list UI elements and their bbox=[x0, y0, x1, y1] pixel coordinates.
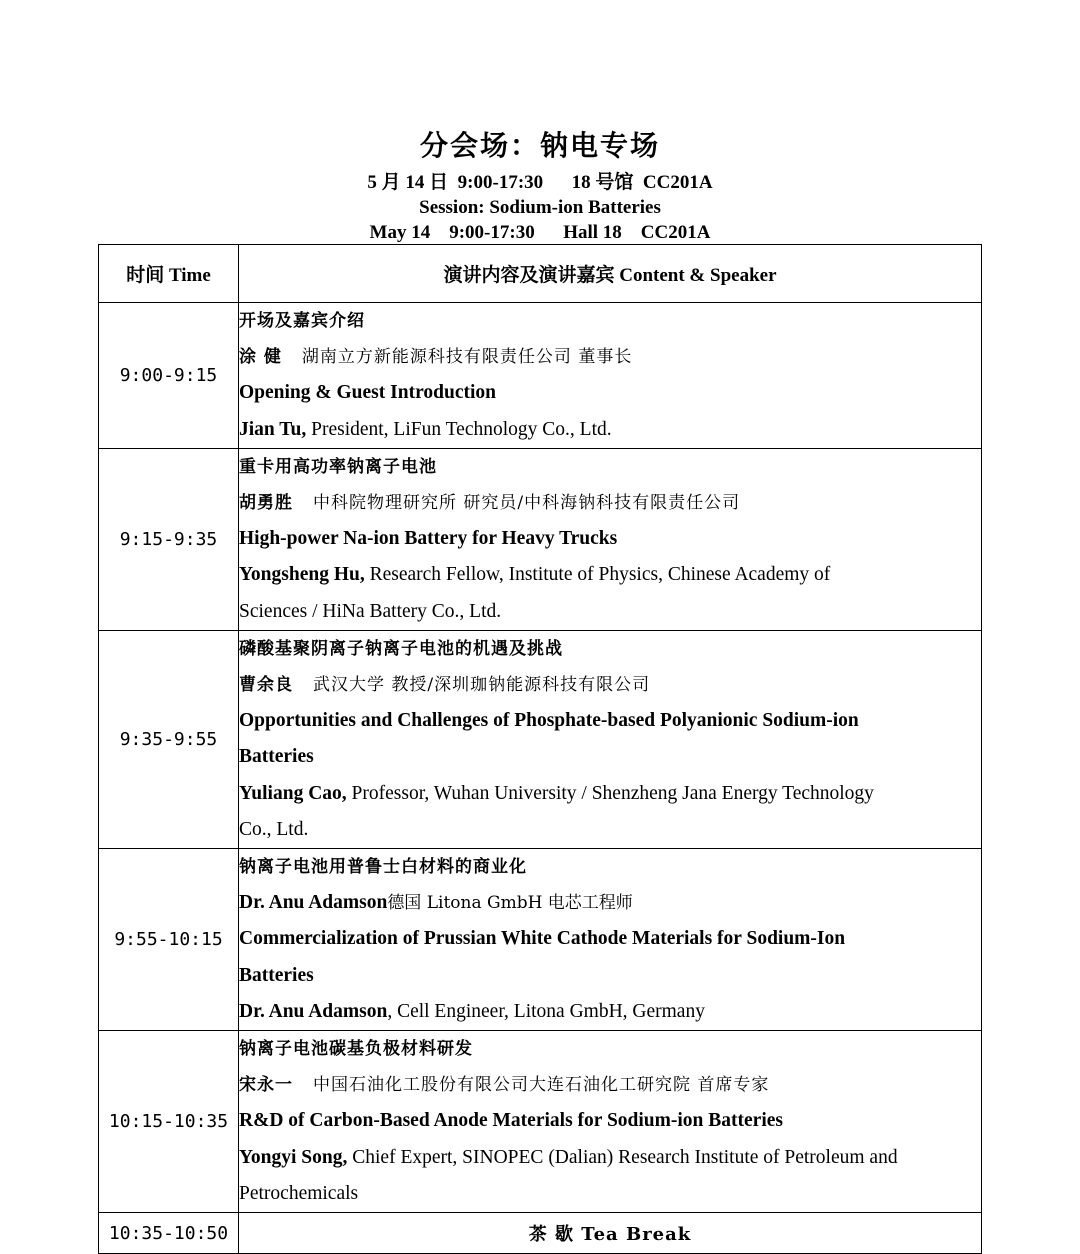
speaker-affiliation-cn: 中科院物理研究所 研究员/中科海钠科技有限责任公司 bbox=[313, 493, 741, 514]
speaker-affiliation-cn: 德国 Litona GmbH 电芯工程师 bbox=[387, 893, 633, 914]
speaker-affiliation-en-cont: Petrochemicals bbox=[239, 1182, 359, 1204]
time-slot: 9:00-9:15 bbox=[99, 303, 239, 449]
talk-title-cn: 开场及嘉宾介绍 bbox=[239, 311, 365, 331]
speaker-name-en: Yuliang Cao, bbox=[239, 782, 347, 804]
talk-title-en-cont: Batteries bbox=[239, 746, 314, 768]
speaker-affiliation-en: , Cell Engineer, Litona GmbH, Germany bbox=[387, 1000, 705, 1022]
tea-break-label: 茶 歇 Tea Break bbox=[239, 1213, 982, 1254]
speaker-name-en: Jian Tu, bbox=[239, 418, 307, 440]
cn-date-venue: 5 月 14 日 9:00-17:30 18 号馆 CC201A bbox=[367, 172, 713, 193]
page-title: 分会场：钠电专场 bbox=[419, 131, 660, 162]
speaker-affiliation-cn: 湖南立方新能源科技有限责任公司 董事长 bbox=[301, 347, 633, 368]
speaker-line-cn bbox=[239, 1067, 981, 1103]
speaker-line-en bbox=[239, 412, 981, 448]
speaker-affiliation-en: Chief Expert, SINOPEC (Dalian) Research Institute of Petroleum and bbox=[347, 1146, 898, 1168]
speaker-name-en: Dr. Anu Adamson bbox=[239, 1000, 388, 1022]
column-header-time: 时间 Time bbox=[99, 245, 239, 303]
talk-title-en: Opening & Guest Introduction bbox=[239, 382, 496, 404]
time-slot: 9:55-10:15 bbox=[99, 849, 239, 1031]
speaker-line-cn bbox=[239, 667, 981, 703]
talk-details bbox=[239, 448, 982, 630]
table-row bbox=[99, 1031, 982, 1213]
speaker-line-en bbox=[239, 1140, 981, 1176]
table-header-row bbox=[99, 245, 982, 303]
speaker-name-cn: 涂 健 bbox=[239, 347, 282, 368]
speaker-name-cn: 宋永一 bbox=[239, 1075, 293, 1096]
break-row bbox=[99, 1213, 982, 1254]
column-header-content: 演讲内容及演讲嘉宾 Content & Speaker bbox=[239, 245, 982, 303]
speaker-line-en bbox=[239, 557, 981, 593]
speaker-affiliation-en: Professor, Wuhan University / Shenzheng Jana Energy Technology bbox=[346, 782, 874, 804]
speaker-line-cn bbox=[239, 885, 981, 921]
time-slot: 10:35-10:50 bbox=[99, 1213, 239, 1254]
talk-title-en: High-power Na-ion Battery for Heavy Trucks bbox=[239, 528, 618, 550]
speaker-affiliation-cn: 中国石油化工股份有限公司大连石油化工研究院 首席专家 bbox=[313, 1075, 770, 1096]
talk-title-cn: 磷酸基聚阴离子钠离子电池的机遇及挑战 bbox=[239, 638, 563, 659]
talk-details bbox=[239, 303, 982, 449]
time-slot: 9:15-9:35 bbox=[99, 448, 239, 630]
speaker-affiliation-cn: 武汉大学 教授/深圳珈钠能源科技有限公司 bbox=[313, 675, 651, 696]
talk-details bbox=[239, 849, 982, 1031]
speaker-line-cn bbox=[239, 485, 981, 521]
speaker-affiliation-en-cont: Co., Ltd. bbox=[239, 818, 309, 840]
time-slot: 10:15-10:35 bbox=[99, 1031, 239, 1213]
speaker-line-en bbox=[239, 776, 981, 812]
time-slot: 9:35-9:55 bbox=[99, 630, 239, 848]
talk-title-en: R&D of Carbon-Based Anode Materials for Sodium-ion Batteries bbox=[239, 1110, 783, 1132]
speaker-name-cn: Dr. Anu Adamson bbox=[239, 892, 388, 914]
talk-title-cn: 钠离子电池用普鲁士白材料的商业化 bbox=[239, 857, 527, 878]
talk-title-cn: 重卡用高功率钠离子电池 bbox=[239, 456, 437, 477]
table-row bbox=[99, 448, 982, 630]
talk-title-en: Commercialization of Prussian White Cathode Materials for Sodium-Ion bbox=[239, 928, 846, 950]
speaker-name-cn: 曹余良 bbox=[239, 675, 293, 696]
speaker-affiliation-en: President, LiFun Technology Co., Ltd. bbox=[306, 418, 612, 440]
table-row bbox=[99, 303, 982, 449]
talk-details bbox=[239, 630, 982, 848]
talk-details bbox=[239, 1031, 982, 1213]
speaker-line-cn bbox=[239, 339, 981, 375]
table-row bbox=[99, 630, 982, 848]
schedule-table bbox=[98, 244, 982, 1254]
talk-title-en-cont: Batteries bbox=[239, 964, 314, 986]
speaker-name-en: Yongsheng Hu, bbox=[239, 564, 365, 586]
session-name: Session: Sodium-ion Batteries bbox=[419, 197, 661, 218]
speaker-line-en bbox=[239, 994, 981, 1030]
talk-title-cn: 钠离子电池碳基负极材料研发 bbox=[239, 1039, 473, 1060]
speaker-affiliation-en-cont: Sciences / HiNa Battery Co., Ltd. bbox=[239, 600, 502, 622]
table-row bbox=[99, 849, 982, 1031]
en-date-venue: May 14 9:00-17:30 Hall 18 CC201A bbox=[369, 222, 711, 243]
page-header bbox=[0, 128, 1080, 245]
talk-title-en: Opportunities and Challenges of Phosphate-based Polyanionic Sodium-ion bbox=[239, 710, 859, 732]
speaker-name-cn: 胡勇胜 bbox=[239, 493, 293, 514]
speaker-affiliation-en: Research Fellow, Institute of Physics, Chinese Academy of bbox=[364, 564, 831, 586]
speaker-name-en: Yongyi Song, bbox=[239, 1146, 348, 1168]
